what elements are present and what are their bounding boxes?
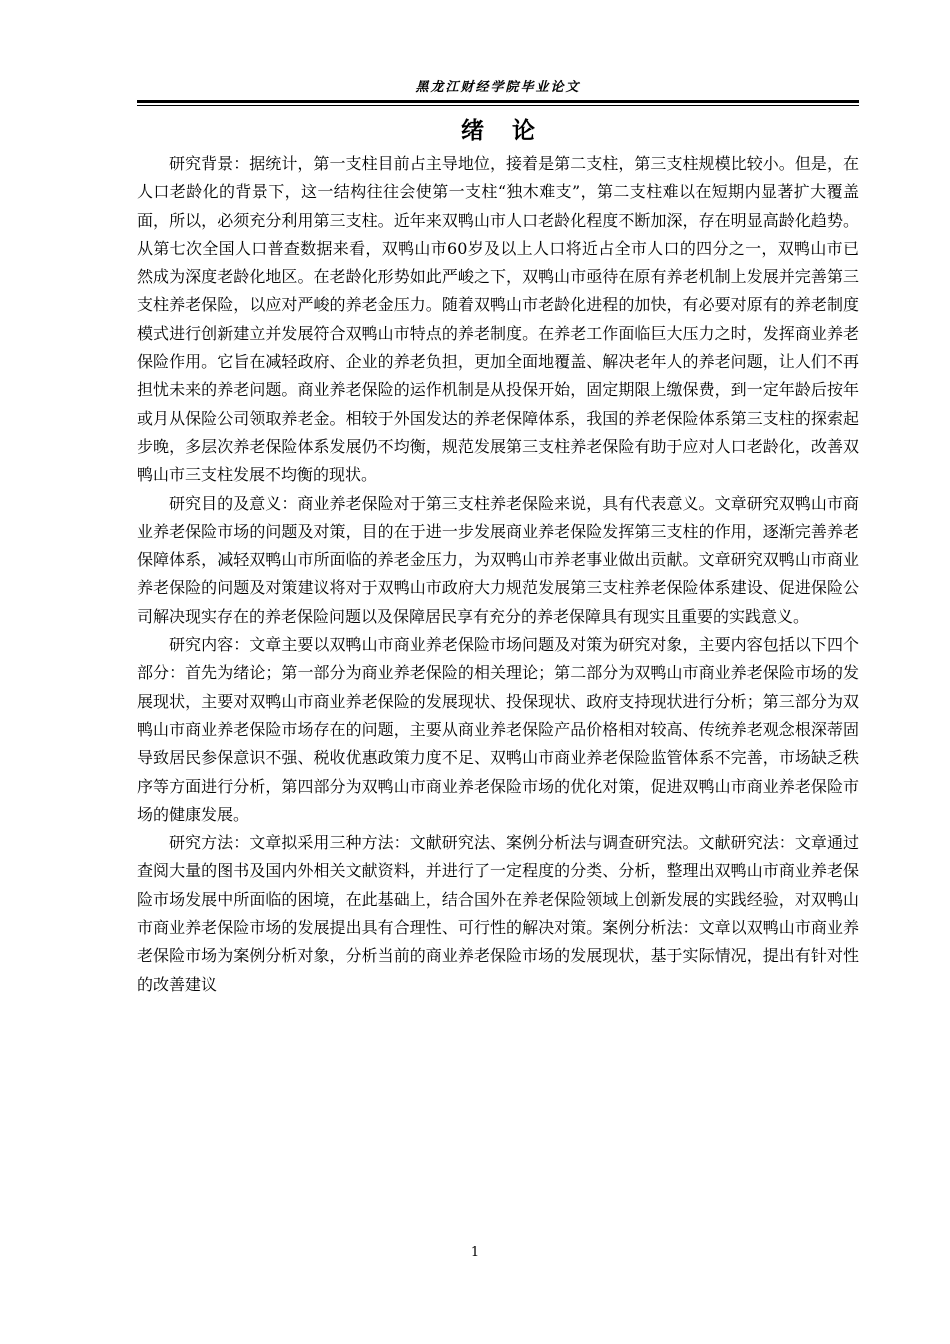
running-header: 黑龙江财经学院毕业论文	[415, 80, 581, 95]
header-rule-thin	[137, 105, 859, 106]
body-text	[137, 150, 859, 999]
section-title: 绪论	[461, 118, 563, 144]
paragraph-methods: 研究方法：文章拟采用三种方法：文献研究法、案例分析法与调查研究法。文献研究法：文章通过查阅大量的图书及国内外相关文献资料，并进行了一定程度的分类、分析，整理出双鸭山市商业养老保险市场发展中所面临的困境，在此基础上，结合国外在养老保险领域上创新发展的实践经验，对双鸭山市商业养老保险市场的发展提出具有合理性、可行性的解决对策。案例分析法：文章以双鸭山市商业养老保险市场为案例分析对象，分析当前的商业养老保险市场的发展现状，基于实际情况，提出有针对性的改善建议	[137, 833, 859, 994]
paragraph-background: 研究背景：据统计，第一支柱目前占主导地位，接着是第二支柱，第三支柱规模比较小。但是，在人口老龄化的背景下，这一结构往往会使第一支柱“独木难支”，第二支柱难以在短期内显著扩大覆盖面，所以，必须充分利用第三支柱。近年来双鸭山市人口老龄化程度不断加深，存在明显高龄化趋势。从第七次全国人口普查数据来看，双鸭山市60岁及以上人口将近占全市人口的四分之一，双鸭山市已然成为深度老龄化地区。在老龄化形势如此严峻之下，双鸭山市亟待在原有养老机制上发展并完善第三支柱养老保险，以应对严峻的养老金压力。随着双鸭山市老龄化进程的加快，有必要对原有的养老制度模式进行创新建立并发展符合双鸭山市特点的养老制度。在养老工作面临巨大压力之时，发挥商业养老保险作用。它旨在减轻政府、企业的养老负担，更加全面地覆盖、解决老年人的养老问题，让人们不再担忧未来的养老问题。商业养老保险的运作机制是从投保开始，固定期限上缴保费，到一定年龄后按年或月从保险公司领取养老金。相较于外国发达的养老保障体系，我国的养老保险体系第三支柱的探索起步晚，多层次养老保险体系发展仍不均衡，规范发展第三支柱养老保险有助于应对人口老龄化，改善双鸭山市三支柱发展不均衡的现状。	[137, 154, 859, 485]
paragraph-content: 研究内容：文章主要以双鸭山市商业养老保险市场问题及对策为研究对象，主要内容包括以下四个部分：首先为绪论；第一部分为商业养老保险的相关理论；第二部分为双鸭山市商业养老保险市场的发展现状，主要对双鸭山市商业养老保险的发展现状、投保现状、政府支持现状进行分析；第三部分为双鸭山市商业养老保险市场存在的问题，主要从商业养老保险产品价格相对较高、传统养老观念根深蒂固导致居民参保意识不强、税收优惠政策力度不足、双鸭山市商业养老保险监管体系不完善，市场缺乏秩序等方面进行分析，第四部分为双鸭山市商业养老保险市场的优化对策，促进双鸭山市商业养老保险市场的健康发展。	[137, 635, 859, 824]
paragraph-purpose: 研究目的及意义：商业养老保险对于第三支柱养老保险来说，具有代表意义。文章研究双鸭山市商业养老保险市场的问题及对策，目的在于进一步发展商业养老保险发挥第三支柱的作用，逐渐完善养老保障体系，减轻双鸭山市所面临的养老金压力，为双鸭山市养老事业做出贡献。文章研究双鸭山市商业养老保险的问题及对策建议将对于双鸭山市政府大力规范发展第三支柱养老保险体系建设、促进保险公司解决现实存在的养老保险问题以及保障居民享有充分的养老保障具有现实且重要的实践意义。	[137, 493, 859, 626]
header-rule-thick	[137, 100, 859, 103]
page-number: 1	[470, 1245, 480, 1260]
